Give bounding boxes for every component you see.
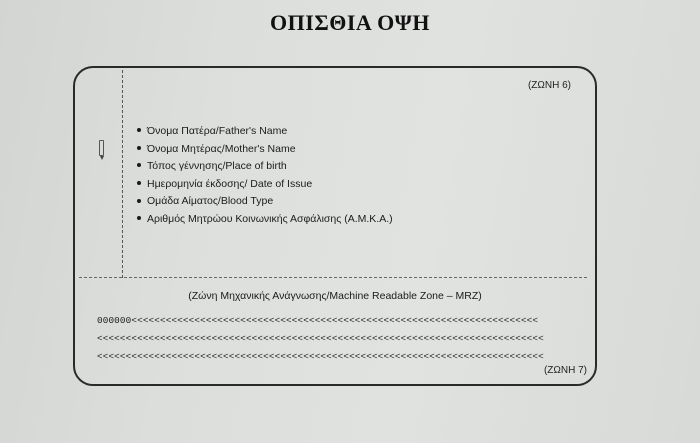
field-item [137,193,393,211]
bullet-icon [137,199,141,203]
mrz-block [97,312,544,366]
mrz-line: <<<<<<<<<<<<<<<<<<<<<<<<<<<<<<<<<<<<<<<<<<<<<<<<<<<<<<<<<<<<<<<<<<<<<<<<<<<<<< [97,333,544,344]
field-item [137,158,393,176]
chip-marker-icon [99,140,104,156]
field-label: Ημερομηνία έκδοσης/ Date of Issue [147,177,313,190]
field-item [137,211,393,229]
mrz-line: <<<<<<<<<<<<<<<<<<<<<<<<<<<<<<<<<<<<<<<<<<<<<<<<<<<<<<<<<<<<<<<<<<<<<<<<<<<<<< [97,351,544,362]
field-label: Όνομα Μητέρας/Mother's Name [147,142,296,155]
zone-6-label: (ΖΩΝΗ 6) [527,80,571,91]
mrz-line: 000000<<<<<<<<<<<<<<<<<<<<<<<<<<<<<<<<<<<<<<<<<<<<<<<<<<<<<<<<<<<<<<<<<<<<<<< [97,315,539,326]
field-label: Αριθμός Μητρώου Κοινωνικής Ασφάλισης (Α.Μ.Κ.Α.) [147,212,393,225]
field-label: Ομάδα Αίματος/Blood Type [147,195,274,208]
bullet-icon [137,216,141,220]
bullet-icon [137,128,141,132]
field-label: Τόπος γέννησης/Place of birth [147,160,287,173]
bullet-icon [137,146,141,150]
horizontal-dashed-divider [79,277,587,278]
field-item [137,123,393,141]
field-label: Όνομα Πατέρα/Father's Name [147,125,288,137]
field-item [137,141,393,159]
zone-7-label: (ΖΩΝΗ 7) [543,365,587,376]
bullet-icon [137,163,141,167]
field-list [137,123,393,229]
vertical-dashed-divider [122,70,123,278]
bullet-icon [137,181,141,185]
mrz-title: (Ζώνη Μηχανικής Ανάγνωσης/Machine Readable Zone – MRZ) [188,290,482,302]
field-item [137,176,393,194]
page-title: ΟΠΙΣΘΙΑ ΟΨΗ [270,10,430,35]
card-back-layout [73,66,597,386]
